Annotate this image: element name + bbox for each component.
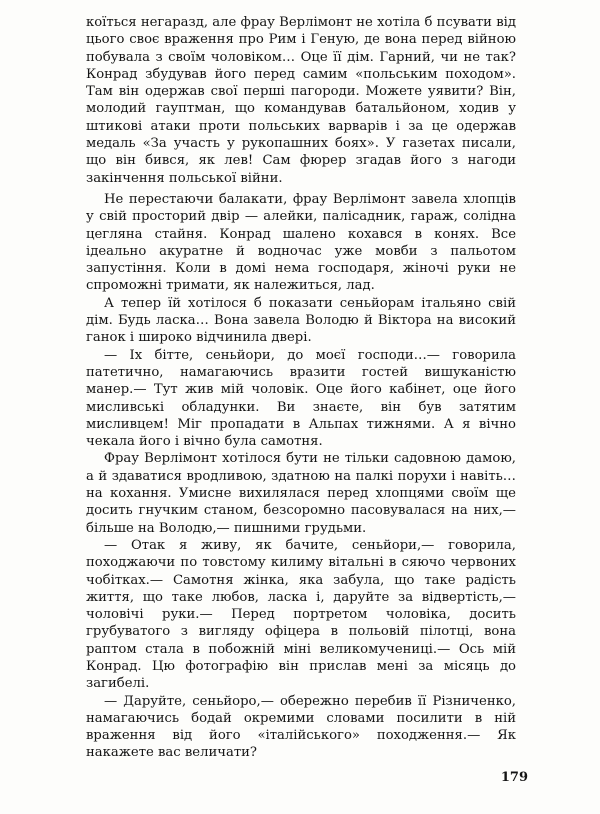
paragraph-5: Фрау Верлімонт хотілося бути не тільки садовною дамою, а й здаватися вродливою, здатною на палкі порухи і навіть… на кохання. Умисне вихилялася перед хлопцями своїм ще досить гнучким станом, безсоромно пасовувалася на них,— більше на Володю,— пишними грудьми.: [86, 451, 516, 536]
paragraph-6: — Отак я живу, як бачите, сеньйори,— говорила, походжаючи по товстому килиму вітальні в сяючо червоних чобітках.— Самотня жінка, яка забула, що таке радість життя, що таке любов, ласка і, даруйте за відвертість,— чоловічі руки.— Перед портретом чоловіка, досить грубуватого з вигляду офіцера в польовій пілотці, вона раптом стала в побожній міні великомучениці.— Ось мій Конрад. Цю фотографію він прислав мені за місяць до загибелі.: [86, 537, 516, 692]
body-text: [86, 14, 516, 762]
paragraph-2: Не перестаючи балакати, фрау Верлімонт завела хлопців у свій просторий двір — алейки, палісадник, гараж, солідна цегляна стайня. Конрад шалено кохався в конях. Все ідеально акуратне й водночас уже мовби з пальотом запустіння. Коли в домі нема господаря, жіночі руки не спроможні тримати, як належиться, лад.: [86, 191, 516, 294]
page-number: 179: [500, 770, 528, 785]
paragraph-7: — Даруйте, сеньйоро,— обережно перебив її Різниченко, намагаючись бодай окремими словами посилити в ній враження від його «італійського» походження.— Як накажете вас величати?: [86, 693, 516, 761]
paragraph-3: А тепер їй хотілося б показати сеньйорам італьяно свій дім. Будь ласка… Вона завела Володю й Віктора на високий ганок і широко відчинила двері.: [86, 295, 516, 346]
paragraph-4: — Іх бітте, сеньйори, до моєї господи…— говорила патетично, намагаючись вразити гостей вишуканістю манер.— Тут жив мій чоловік. Оце його кабінет, оце його мисливські обладунки. Ви знаєте, він був затятим мисливцем! Міг пропадати в Альпах тижнями. А я вічно чекала його і вічно була самотня.: [86, 347, 516, 450]
paragraph-1: коїться негаразд, але фрау Верлімонт не хотіла б псувати від цього своє враження про Рим і Геную, де вона перед війною побувала з своїм чоловіком… Оце її дім. Гарний, чи не так? Конрад збудував його перед самим «польським походом». Там він одержав свої перші пагороди. Можете уявити? Він, молодий гауптман, що командував батальйоном, ходив у штикові атаки проти польських варварів і за це одержав медаль «За участь у рукопашних боях». У газетах писали, що він бився, як лев! Сам фюрер згадав його з нагоди закінчення польської війни.: [86, 15, 516, 186]
